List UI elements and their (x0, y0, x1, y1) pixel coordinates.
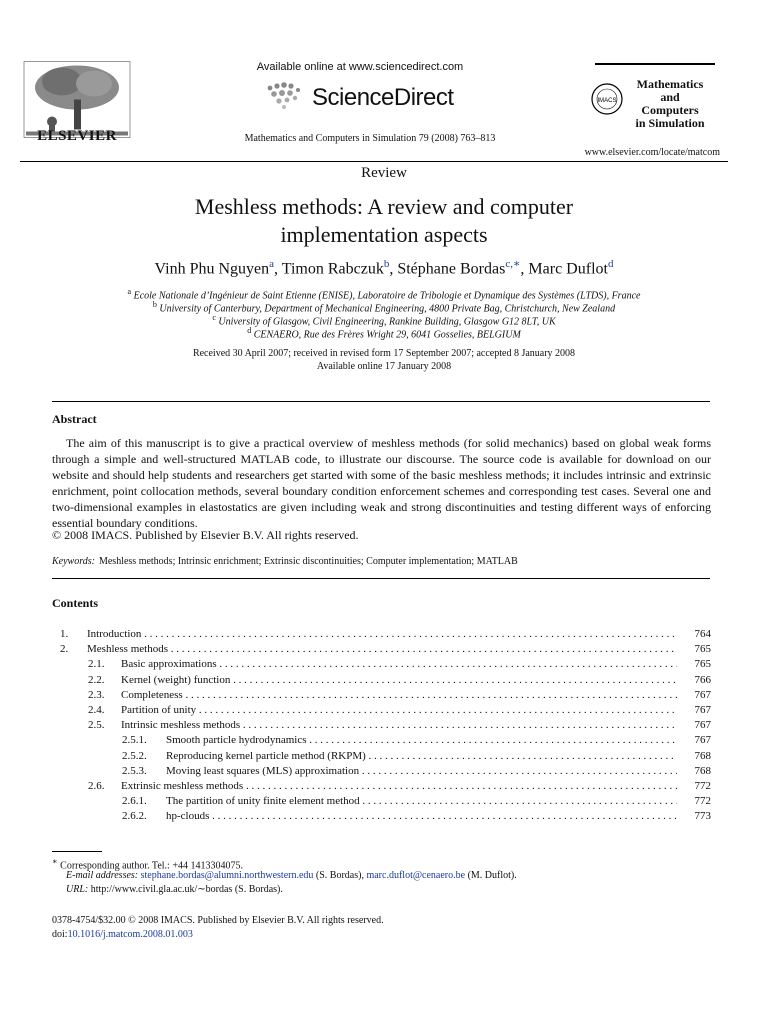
author-name: Stéphane Bordas (397, 260, 506, 278)
toc-entry[interactable] (52, 642, 711, 657)
journal-logo-line: and (660, 90, 680, 104)
doi-link[interactable]: 10.1016/j.matcom.2008.01.003 (67, 929, 193, 940)
affiliation: $^a$ Ecole Nationale d’Ingénieur de Saint Etienne (ENISE), Laboratoire de Tribologie et Dynamique des Systèmes (LTDS), France (127, 287, 641, 302)
url-note: URL: http://www.civil.gla.ac.uk/∼bordas (S. Bordas). (66, 884, 283, 895)
toc-entry-page: 772 (694, 779, 711, 792)
journal-url-link[interactable]: www.elsevier.com/locate/matcom (584, 147, 720, 158)
toc-entry-title: Intrinsic meshless methods . . . (121, 718, 677, 733)
abstract-top-divider (52, 401, 710, 402)
toc-entry[interactable] (52, 749, 711, 764)
toc-entry-title: Smooth particle hydrodynamics . . . (166, 733, 677, 748)
toc-entry-page: 768 (694, 764, 711, 777)
abstract-heading: Abstract (52, 412, 97, 426)
affiliation: $^c$ University of Glasgow, Civil Engineering, Rankine Building, Glasgow G12 8LT, UK (212, 313, 556, 328)
toc-entry[interactable] (52, 764, 711, 779)
toc-entry[interactable] (52, 688, 711, 703)
email-note: E-mail addresses: stephane.bordas@alumni.northwestern.edu (S. Bordas), marc.duflot@cenaero.be (M. Duflot). (66, 870, 517, 881)
toc-entry-page: 767 (694, 688, 711, 701)
toc-entry-number: 2.6. (88, 779, 105, 792)
toc-entry-title: Basic approximations . . . (121, 657, 677, 672)
journal-logo-line: Computers (641, 103, 699, 117)
available-online-date: Available online 17 January 2008 (316, 361, 452, 372)
toc-entry-number: 2. (60, 643, 69, 656)
toc-entry-page: 764 (694, 628, 711, 640)
footnote-divider (52, 851, 102, 852)
author-name: Vinh Phu Nguyen (154, 260, 270, 278)
toc-entry-number: 2.6.1. (122, 795, 147, 808)
toc-entry-number: 2.1. (88, 658, 105, 671)
toc-entry-title: Completeness . . . (121, 688, 677, 703)
toc-entry-title: Meshless methods . . . (87, 642, 677, 657)
svg-text:IMACS: IMACS (597, 98, 617, 104)
toc-entry-page: 773 (694, 810, 711, 823)
email-link-duflot[interactable]: marc.duflot@cenaero.be (366, 870, 466, 881)
toc-entry-title: hp-clouds . . . (166, 809, 677, 824)
toc-entry-title: Kernel (weight) function . . . (121, 673, 677, 688)
toc-entry-title: Reproducing kernel particle method (RKPM) . . . (166, 749, 677, 764)
toc-entry-number: 2.5. (88, 719, 105, 732)
email-link-bordas[interactable]: stephane.bordas@alumni.northwestern.edu (140, 870, 314, 881)
toc-entry-page: 772 (694, 795, 711, 808)
received-dates: Received 30 April 2007; received in revised form 17 September 2007; accepted 8 January 2008 (192, 348, 576, 359)
toc-entry-page: 768 (694, 749, 711, 762)
abstract-body: The aim of this manuscript is to give a practical overview of meshless methods (for solid mechanics) based on global weak forms through a simple and well-structured MATLAB code, to illustrate our discourse. The source code is available for download on our website and should help students and researchers get started with some of the basic meshless methods; it includes intrinsic and extrinsic enrichment, point collocation methods, several boundary condition enforcement schemes and corresponding test cases. Several one and two-dimensional examples in elastostatics are given including weak and strong discontinuities and testing different ways of enforcing essential boundary conditions. (52, 436, 711, 530)
toc-entry-page: 767 (694, 734, 711, 747)
journal-logo-rule (595, 63, 715, 65)
homepage-url[interactable]: http://www.civil.gla.ac.uk/∼bordas (S. Bordas). (90, 884, 283, 895)
author-affiliation-mark[interactable]: d (607, 258, 614, 270)
toc-entry-page: 767 (694, 703, 711, 716)
toc-entry[interactable] (52, 809, 711, 824)
toc-entry-page: 765 (694, 658, 711, 671)
toc-entry[interactable] (52, 733, 711, 748)
title-line-1: Meshless methods: A review and computer (194, 194, 574, 219)
journal-citation: Mathematics and Computers in Simulation 79 (2008) 763–813 (244, 133, 496, 144)
toc-entry-title: Introduction . . . (87, 627, 677, 642)
keywords-list: Meshless methods; Intrinsic enrichment; Extrinsic discontinuities; Computer implementation; MATLAB (98, 556, 518, 567)
author-affiliation-mark[interactable]: a (269, 258, 275, 270)
article-type: Review (361, 165, 407, 181)
toc-entry-number: 2.2. (88, 673, 105, 686)
journal-logo-line: Mathematics (636, 77, 704, 91)
affiliation: $^b$ University of Canterbury, Department of Mechanical Engineering, 4800 Private Bag, Christchurch, New Zealand (152, 300, 616, 315)
toc-entry-title: The partition of unity finite element method . . . (166, 794, 677, 809)
toc-entry-page: 767 (694, 719, 711, 732)
author-affiliation-mark[interactable]: c,∗ (505, 258, 521, 270)
corresponding-author-note: ∗ Corresponding author. Tel.: +44 1413304075. (52, 857, 243, 872)
contents-heading: Contents (52, 596, 99, 610)
journal-logo-title (620, 78, 720, 130)
journal-logo-line: in Simulation (635, 116, 705, 130)
issn-line: 0378-4754/$32.00 © 2008 IMACS. Published by Elsevier B.V. All rights reserved. (52, 915, 384, 926)
toc-entry[interactable] (52, 673, 711, 688)
toc-entry-page: 765 (694, 643, 711, 656)
toc-entry-title: Moving least squares (MLS) approximation . . . (166, 764, 677, 779)
toc-entry-title: Partition of unity . . . (121, 703, 677, 718)
title-line-2: implementation aspects (280, 222, 488, 247)
toc-entry-number: 2.6.2. (122, 810, 147, 823)
toc-entry[interactable] (52, 703, 711, 718)
toc-entry-number: 2.5.1. (122, 734, 147, 747)
abstract-bottom-divider (52, 578, 710, 579)
publisher-name: ELSEVIER (37, 128, 117, 144)
keywords (52, 556, 710, 567)
toc-entry-number: 2.3. (88, 688, 105, 701)
toc-entry-number: 2.4. (88, 703, 105, 716)
toc-entry[interactable] (52, 657, 711, 672)
author-affiliation-mark[interactable]: b (383, 258, 390, 270)
abstract-copyright: © 2008 IMACS. Published by Elsevier B.V. All rights reserved. (52, 528, 359, 542)
sciencedirect-wordmark: ScienceDirect (312, 84, 454, 111)
toc-entry-number: 2.5.2. (122, 749, 147, 762)
author-name: Marc Duflot (528, 260, 608, 278)
author-name: Timon Rabczuk (281, 260, 384, 278)
author-list: Vinh Phu Nguyen$^a$, Timon Rabczuk$^b$, Stéphane Bordas$^{c,∗}$, Marc Duflot$^d$ (154, 258, 614, 278)
toc-entry[interactable] (52, 779, 711, 794)
article-title (0, 193, 768, 249)
toc-entry[interactable] (52, 718, 711, 733)
available-online-line: Available online at www.sciencedirect.com (256, 61, 464, 73)
imacs-seal-icon (590, 82, 624, 116)
keywords-label: Keywords: (52, 556, 95, 567)
toc-entry-number: 2.5.3. (122, 764, 147, 777)
doi-line: doi:10.1016/j.matcom.2008.01.003 (52, 929, 193, 940)
table-of-contents (52, 627, 711, 824)
toc-entry-page: 766 (694, 673, 711, 686)
toc-entry[interactable] (52, 794, 711, 809)
toc-entry-number: 1. (60, 628, 69, 640)
toc-entry[interactable] (52, 627, 711, 642)
affiliation: $^d$ CENAERO, Rue des Frères Wright 29, 6041 Gosselies, BELGIUM (247, 326, 521, 341)
toc-entry-title: Extrinsic meshless methods . . . (121, 779, 677, 794)
header-divider (20, 161, 728, 162)
